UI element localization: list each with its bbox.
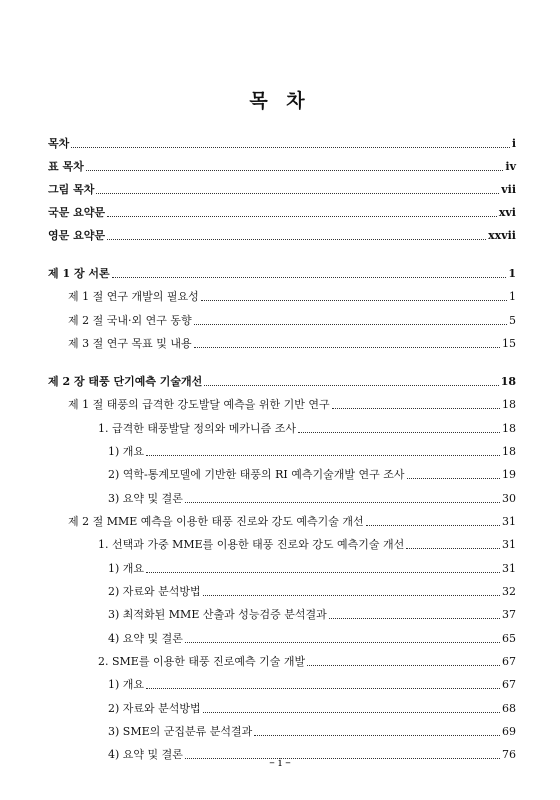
toc-leader-dots (107, 215, 497, 217)
toc-leader-dots (107, 238, 486, 240)
toc-leader-dots (332, 407, 500, 409)
toc-entry[interactable] (108, 678, 516, 692)
toc-entry-page: 31 (502, 562, 516, 575)
toc-entry-page: xxvii (488, 229, 516, 242)
toc-entry-label: 제 1 절 연구 개발의 필요성 (68, 290, 199, 303)
toc-entry-page: 31 (502, 515, 516, 528)
toc-leader-dots (194, 346, 500, 348)
toc-leader-dots (204, 384, 498, 386)
toc-entry-label: 목차 (48, 137, 70, 150)
toc-leader-dots (185, 501, 500, 503)
toc-entry-page: 67 (502, 678, 516, 691)
toc-entry-page: 15 (502, 337, 516, 350)
toc-entry[interactable] (108, 562, 516, 576)
toc-entry-page: 76 (502, 748, 516, 761)
toc-entry[interactable] (98, 422, 516, 436)
toc-entry-label: 2) 자료와 분석방법 (108, 702, 201, 715)
toc-entry-page: 18 (502, 422, 516, 435)
toc-entry[interactable] (68, 398, 516, 412)
toc-entry-label: 제 1 절 태풍의 급격한 강도발달 예측을 위한 기반 연구 (68, 398, 330, 411)
toc-entry-label: 영문 요약문 (48, 229, 105, 242)
toc-entry-page: iv (505, 160, 516, 173)
toc-entry[interactable] (108, 445, 516, 459)
toc-entry[interactable] (48, 229, 516, 243)
toc-entry-page: 32 (502, 585, 516, 598)
toc-entry-label: 1) 개요 (108, 678, 145, 691)
toc-entry[interactable] (48, 137, 516, 151)
toc-leader-dots (146, 571, 500, 573)
toc-entry-label: 제 2 절 국내·외 연구 동향 (68, 314, 192, 327)
toc-entry[interactable] (108, 492, 516, 506)
toc-entry[interactable] (108, 468, 516, 482)
toc-leader-dots (201, 299, 507, 301)
toc-entry-label: 3) SME의 군집분류 분석결과 (108, 725, 253, 738)
toc-entry-label: 3) 요약 및 결론 (108, 492, 183, 505)
toc-entry-label: 제 2 장 태풍 단기예측 기술개선 (48, 375, 203, 388)
toc-entry[interactable] (98, 655, 516, 669)
toc-entry[interactable] (48, 267, 516, 281)
toc-entry-page: 18 (500, 375, 516, 388)
toc-leader-dots (307, 664, 500, 666)
toc-leader-dots (254, 734, 500, 736)
toc-leader-dots (203, 711, 500, 713)
toc-entry-label: 제 2 절 MME 예측을 이용한 태풍 진로와 강도 예측기술 개선 (68, 515, 364, 528)
toc-entry-page: 1 (509, 290, 516, 303)
toc-entry-label: 2) 자료와 분석방법 (108, 585, 201, 598)
toc-entry[interactable] (48, 206, 516, 220)
toc-leader-dots (298, 431, 500, 433)
toc-leader-dots (329, 617, 500, 619)
toc-entry[interactable] (68, 290, 516, 304)
toc-entry-label: 표 목차 (48, 160, 84, 173)
toc-entry-label: 4) 요약 및 결론 (108, 748, 183, 761)
toc-leader-dots (146, 454, 500, 456)
toc-entry-label: 2. SME를 이용한 태풍 진로예측 기술 개발 (98, 655, 306, 668)
toc-entry[interactable] (108, 585, 516, 599)
toc-entry-label: 2) 역학-통계모델에 기반한 태풍의 RI 예측기술개발 연구 조사 (108, 468, 405, 481)
toc-entry-page: 31 (502, 538, 516, 551)
toc-leader-dots (96, 192, 499, 194)
toc-leader-dots (194, 323, 507, 325)
page-number-footer: – i – (269, 756, 291, 769)
toc-entry-label: 3) 최적화된 MME 산출과 성능검증 분석결과 (108, 608, 327, 621)
toc-leader-dots (203, 594, 500, 596)
toc-entry-label: 1) 개요 (108, 445, 145, 458)
toc-entry-label: 국문 요약문 (48, 206, 105, 219)
toc-entry[interactable] (108, 702, 516, 716)
toc-entry-label: 1) 개요 (108, 562, 145, 575)
toc-entry-page: 1 (508, 267, 516, 280)
toc-entry-page: 68 (502, 702, 516, 715)
toc-leader-dots (366, 524, 500, 526)
toc-entry[interactable] (98, 538, 516, 552)
toc-entry[interactable] (108, 632, 516, 646)
toc-entry[interactable] (68, 515, 516, 529)
toc-entry-page: 37 (502, 608, 516, 621)
toc-leader-dots (407, 477, 500, 479)
toc-entry-page: 18 (502, 445, 516, 458)
toc-entry-page: 30 (502, 492, 516, 505)
toc-entry[interactable] (48, 375, 516, 389)
toc-entry[interactable] (108, 608, 516, 622)
toc-entry[interactable] (48, 183, 516, 197)
toc-entry-label: 그림 목차 (48, 183, 95, 196)
toc-leader-dots (86, 169, 504, 171)
toc-entry-label: 1. 선택과 가중 MME를 이용한 태풍 진로와 강도 예측기술 개선 (98, 538, 405, 551)
toc-leader-dots (146, 687, 500, 689)
toc-leader-dots (185, 641, 500, 643)
toc-entry-page: 5 (509, 314, 516, 327)
toc-leader-dots (71, 146, 510, 148)
toc-leader-dots (406, 547, 500, 549)
toc-entry-label: 1. 급격한 태풍발달 정의와 메카니즘 조사 (98, 422, 296, 435)
toc-entry[interactable] (48, 160, 516, 174)
toc-entry-page: 65 (502, 632, 516, 645)
toc-entry-label: 4) 요약 및 결론 (108, 632, 183, 645)
toc-entry[interactable] (108, 725, 516, 739)
toc-entry-page: 67 (502, 655, 516, 668)
page-title: 목 차 (249, 90, 311, 112)
toc-entry-page: vii (501, 183, 516, 196)
toc-entry-page: 18 (502, 398, 516, 411)
toc-entry-label: 제 3 절 연구 목표 및 내용 (68, 337, 192, 350)
toc-entry-page: i (511, 137, 516, 150)
toc-entry-page: 69 (502, 725, 516, 738)
toc-entry-page: xvi (498, 206, 516, 219)
toc-leader-dots (112, 276, 507, 278)
toc-entry-page: 19 (502, 468, 516, 481)
toc-entry-label: 제 1 장 서론 (48, 267, 110, 280)
toc-entry[interactable] (68, 337, 516, 351)
toc-entry[interactable] (68, 314, 516, 328)
